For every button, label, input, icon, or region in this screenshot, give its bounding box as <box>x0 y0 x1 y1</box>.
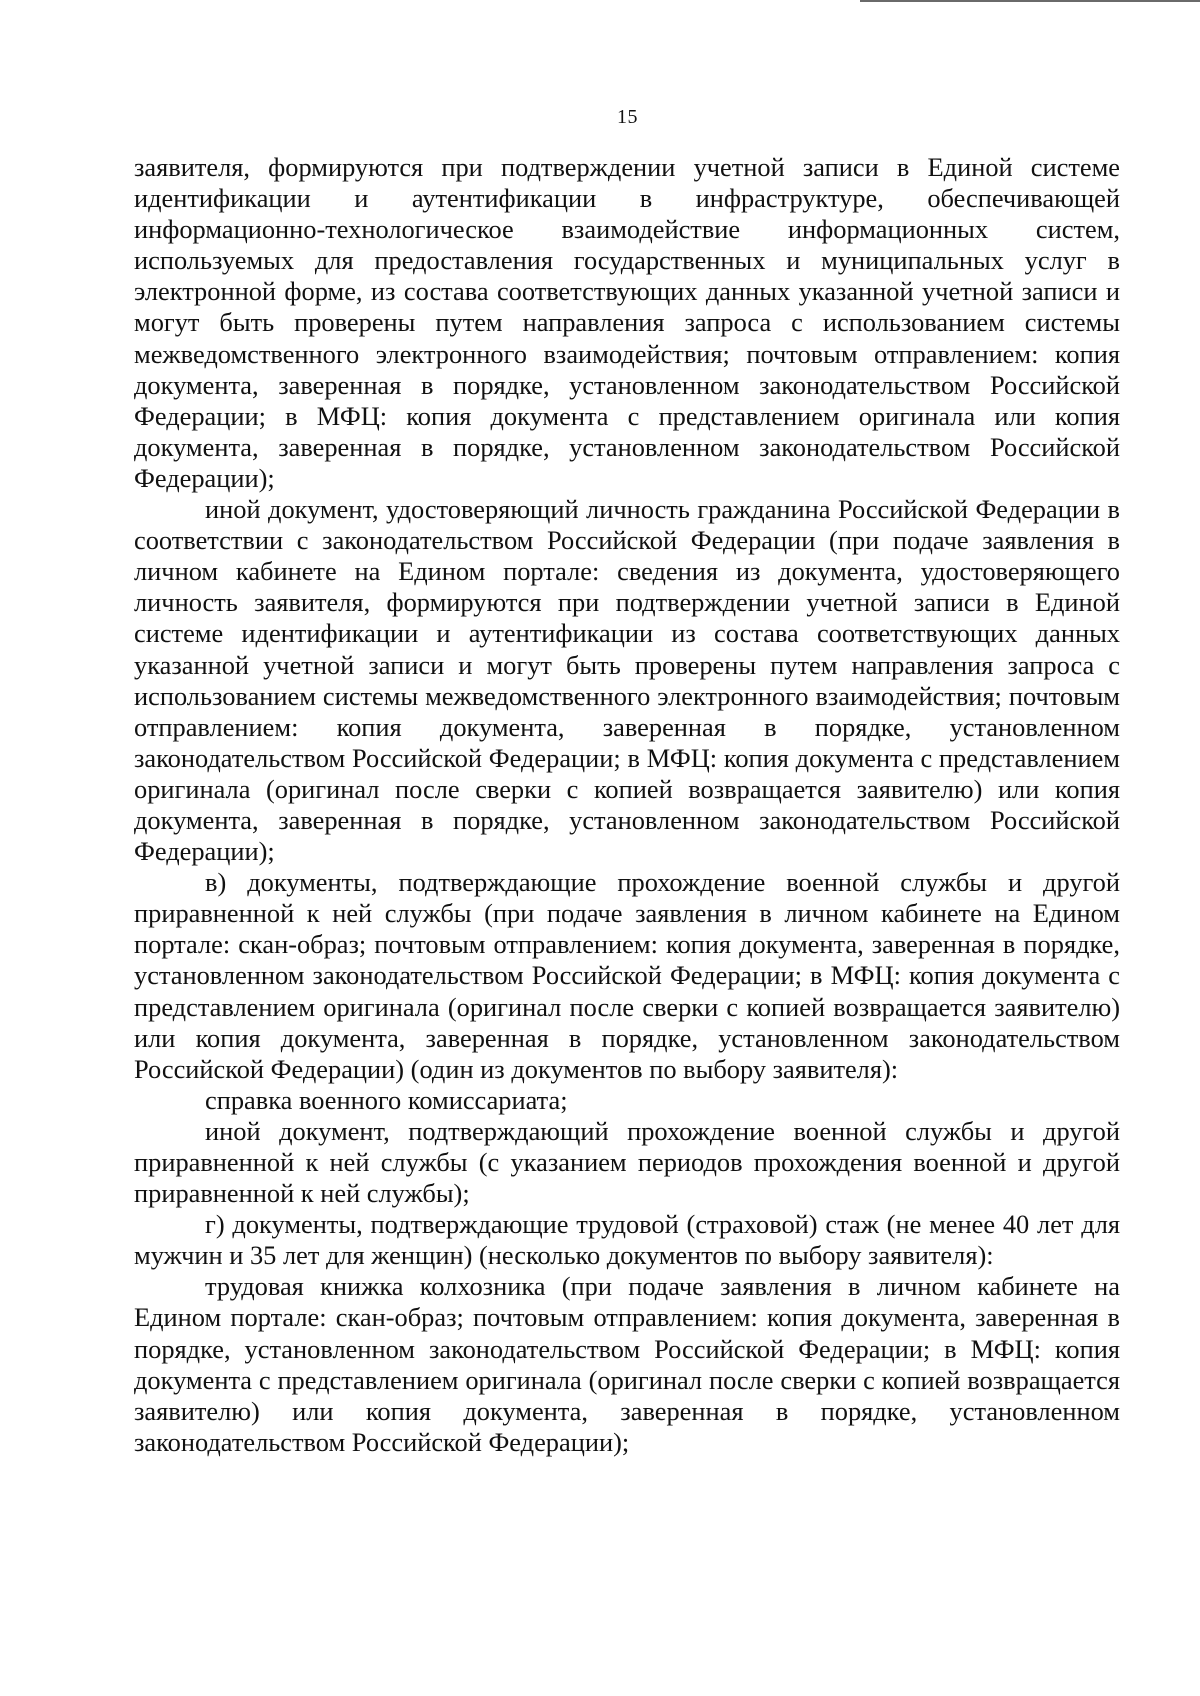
paragraph-other-identity-document: иной документ, удостоверяющий личность гражданина Российской Федерации в соответствии с законодательством Российской Федерации (при подаче заявления в личном кабинете на Едином портале: сведения из документа, удостоверяющего личность заявителя, формируются при подтверждении учетной записи в Единой системе идентификации и аутентификации из состава соответствующих данных указанной учетной записи и могут быть проверены путем направления запроса с использованием системы межведомственного электронного взаимодействия; почтовым отправлением: копия документа, заверенная в порядке, установленном законодательством Российской Федерации; в МФЦ: копия документа с представлением оригинала (оригинал после сверки с копией возвращается заявителю) или копия документа, заверенная в порядке, установленном законодательством Российской Федерации); <box>134 494 1120 867</box>
paragraph-military-commissariat-certificate: справка военного комиссариата; <box>205 1084 568 1115</box>
page-number: 15 <box>617 106 638 128</box>
paragraph-item-g-work-experience: г) документы, подтверждающие трудовой (страховой) стаж (не менее 40 лет для мужчин и 35 лет для женщин) (несколько документов по выбору заявителя): <box>134 1209 1120 1271</box>
paragraph-other-military-document: иной документ, подтверждающий прохождение военной службы и другой приравненной к ней службы (с указанием периодов прохождения военной и другой приравненной к ней службы); <box>134 1115 1120 1209</box>
paragraph-item-v-military-service: в) документы, подтверждающие прохождение военной службы и другой приравненной к ней службы (при подаче заявления в личном кабинете на Едином портале: скан-образ; почтовым отправлением: копия документа, заверенная в порядке, установленном законодательством Российской Федерации; в МФЦ: копия документа с представлением оригинала (оригинал после сверки с копией возвращается заявителю) или копия документа, заверенная в порядке, установленном законодательством Российской Федерации) (один из документов по выбору заявителя): <box>134 867 1120 1084</box>
paragraph-continued: заявителя, формируются при подтверждении учетной записи в Единой системе идентификации и аутентификации в инфраструктуре, обеспечивающей информационно-технологическое взаимодействие информационных систем, используемых для предоставления государственных и муниципальных услуг в электронной форме, из состава соответствующих данных указанной учетной записи и могут быть проверены путем направления запроса с использованием системы межведомственного электронного взаимодействия; почтовым отправлением: копия документа, заверенная в порядке, установленном законодательством Российской Федерации; в МФЦ: копия документа с представлением оригинала или копия документа, заверенная в порядке, установленном законодательством Российской Федерации); <box>134 152 1120 493</box>
top-edge-line <box>860 0 1200 2</box>
document-body <box>134 152 1120 1458</box>
paragraph-collective-farmer-workbook: трудовая книжка колхозника (при подаче заявления в личном кабинете на Едином портале: скан-образ; почтовым отправлением: копия документа, заверенная в порядке, установленном законодательством Российской Федерации; в МФЦ: копия документа с представлением оригинала (оригинал после сверки с копией возвращается заявителю) или копия документа, заверенная в порядке, установленном законодательством Российской Федерации); <box>134 1271 1120 1457</box>
